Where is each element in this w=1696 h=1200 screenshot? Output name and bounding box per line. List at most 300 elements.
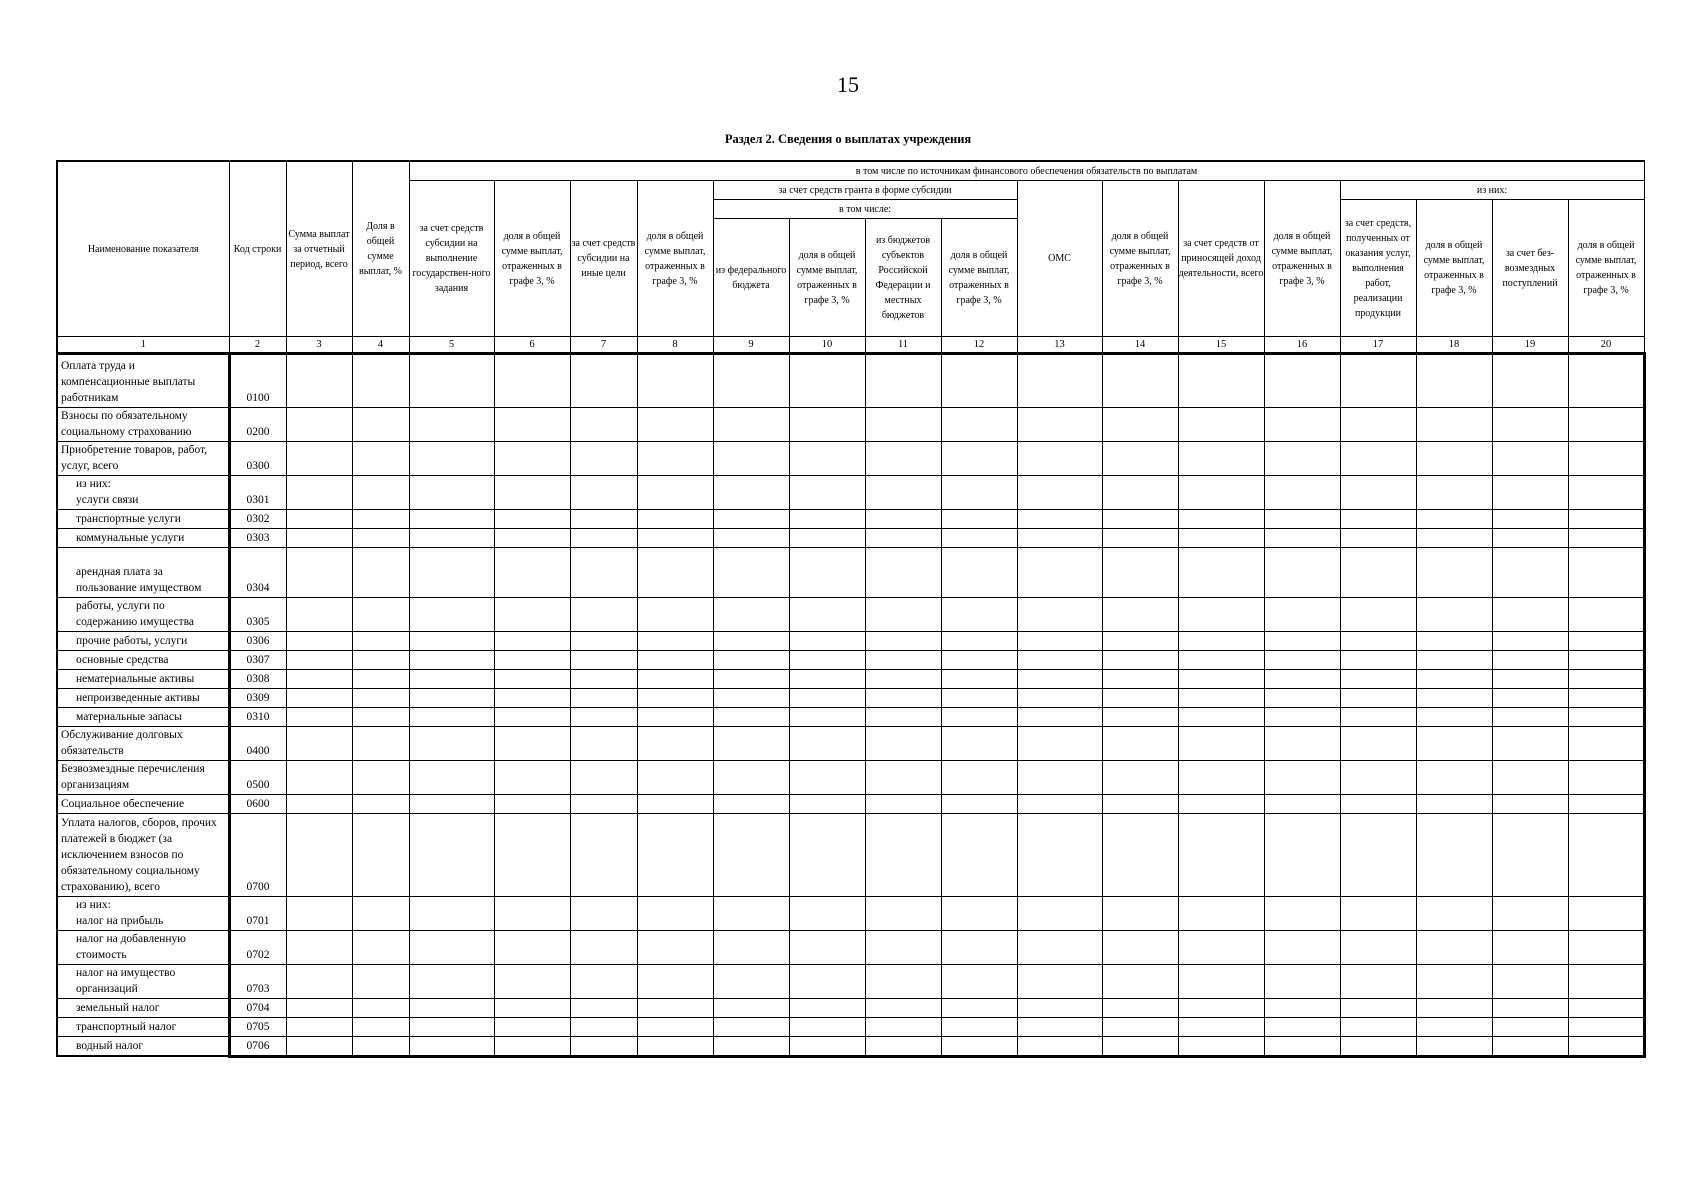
value-cell-col7[interactable] (570, 1037, 637, 1057)
value-cell-col18[interactable] (1416, 965, 1492, 999)
value-cell-col13[interactable] (1017, 814, 1102, 897)
value-cell-col5[interactable] (409, 476, 494, 510)
value-cell-col4[interactable] (352, 999, 409, 1018)
value-cell-col20[interactable] (1568, 670, 1644, 689)
value-cell-col15[interactable] (1178, 476, 1264, 510)
value-cell-col16[interactable] (1264, 476, 1340, 510)
value-cell-col13[interactable] (1017, 670, 1102, 689)
value-cell-col17[interactable] (1340, 814, 1416, 897)
value-cell-col6[interactable] (494, 814, 570, 897)
value-cell-col9[interactable] (713, 761, 789, 795)
value-cell-col14[interactable] (1102, 761, 1178, 795)
value-cell-col12[interactable] (941, 529, 1017, 548)
value-cell-col11[interactable] (865, 548, 941, 598)
value-cell-col11[interactable] (865, 795, 941, 814)
value-cell-col8[interactable] (637, 897, 713, 931)
value-cell-col18[interactable] (1416, 795, 1492, 814)
value-cell-col10[interactable] (789, 408, 865, 442)
value-cell-col12[interactable] (941, 761, 1017, 795)
value-cell-col4[interactable] (352, 598, 409, 632)
value-cell-col10[interactable] (789, 727, 865, 761)
value-cell-col3[interactable] (286, 632, 352, 651)
value-cell-col15[interactable] (1178, 670, 1264, 689)
value-cell-col7[interactable] (570, 529, 637, 548)
value-cell-col5[interactable] (409, 761, 494, 795)
value-cell-col11[interactable] (865, 965, 941, 999)
value-cell-col17[interactable] (1340, 476, 1416, 510)
value-cell-col8[interactable] (637, 1018, 713, 1037)
value-cell-col8[interactable] (637, 761, 713, 795)
value-cell-col6[interactable] (494, 1018, 570, 1037)
value-cell-col3[interactable] (286, 408, 352, 442)
value-cell-col6[interactable] (494, 1037, 570, 1057)
value-cell-col5[interactable] (409, 897, 494, 931)
value-cell-col11[interactable] (865, 670, 941, 689)
value-cell-col5[interactable] (409, 670, 494, 689)
value-cell-col16[interactable] (1264, 897, 1340, 931)
value-cell-col15[interactable] (1178, 708, 1264, 727)
value-cell-col6[interactable] (494, 442, 570, 476)
value-cell-col20[interactable] (1568, 651, 1644, 670)
value-cell-col19[interactable] (1492, 1037, 1568, 1057)
value-cell-col8[interactable] (637, 814, 713, 897)
value-cell-col10[interactable] (789, 442, 865, 476)
value-cell-col5[interactable] (409, 548, 494, 598)
value-cell-col5[interactable] (409, 814, 494, 897)
value-cell-col14[interactable] (1102, 670, 1178, 689)
value-cell-col9[interactable] (713, 897, 789, 931)
value-cell-col8[interactable] (637, 408, 713, 442)
value-cell-col12[interactable] (941, 670, 1017, 689)
value-cell-col6[interactable] (494, 598, 570, 632)
value-cell-col20[interactable] (1568, 529, 1644, 548)
value-cell-col15[interactable] (1178, 1037, 1264, 1057)
value-cell-col8[interactable] (637, 632, 713, 651)
value-cell-col5[interactable] (409, 708, 494, 727)
value-cell-col13[interactable] (1017, 727, 1102, 761)
value-cell-col7[interactable] (570, 708, 637, 727)
value-cell-col11[interactable] (865, 510, 941, 529)
value-cell-col20[interactable] (1568, 510, 1644, 529)
value-cell-col9[interactable] (713, 408, 789, 442)
value-cell-col5[interactable] (409, 795, 494, 814)
value-cell-col8[interactable] (637, 1037, 713, 1057)
value-cell-col19[interactable] (1492, 1018, 1568, 1037)
value-cell-col8[interactable] (637, 689, 713, 708)
value-cell-col9[interactable] (713, 1037, 789, 1057)
value-cell-col4[interactable] (352, 670, 409, 689)
value-cell-col18[interactable] (1416, 814, 1492, 897)
value-cell-col11[interactable] (865, 1037, 941, 1057)
value-cell-col12[interactable] (941, 510, 1017, 529)
value-cell-col10[interactable] (789, 670, 865, 689)
value-cell-col17[interactable] (1340, 795, 1416, 814)
value-cell-col10[interactable] (789, 1037, 865, 1057)
value-cell-col20[interactable] (1568, 931, 1644, 965)
value-cell-col5[interactable] (409, 408, 494, 442)
value-cell-col11[interactable] (865, 1018, 941, 1037)
value-cell-col3[interactable] (286, 1037, 352, 1057)
value-cell-col20[interactable] (1568, 761, 1644, 795)
value-cell-col5[interactable] (409, 931, 494, 965)
value-cell-col9[interactable] (713, 670, 789, 689)
value-cell-col11[interactable] (865, 476, 941, 510)
value-cell-col16[interactable] (1264, 598, 1340, 632)
value-cell-col17[interactable] (1340, 354, 1416, 408)
value-cell-col17[interactable] (1340, 670, 1416, 689)
value-cell-col8[interactable] (637, 476, 713, 510)
value-cell-col10[interactable] (789, 965, 865, 999)
value-cell-col15[interactable] (1178, 354, 1264, 408)
value-cell-col14[interactable] (1102, 727, 1178, 761)
value-cell-col9[interactable] (713, 354, 789, 408)
value-cell-col9[interactable] (713, 598, 789, 632)
value-cell-col11[interactable] (865, 931, 941, 965)
value-cell-col5[interactable] (409, 727, 494, 761)
value-cell-col16[interactable] (1264, 548, 1340, 598)
value-cell-col19[interactable] (1492, 354, 1568, 408)
value-cell-col3[interactable] (286, 510, 352, 529)
value-cell-col20[interactable] (1568, 442, 1644, 476)
value-cell-col18[interactable] (1416, 354, 1492, 408)
value-cell-col8[interactable] (637, 708, 713, 727)
value-cell-col5[interactable] (409, 598, 494, 632)
value-cell-col17[interactable] (1340, 1018, 1416, 1037)
value-cell-col12[interactable] (941, 1037, 1017, 1057)
value-cell-col7[interactable] (570, 632, 637, 651)
value-cell-col16[interactable] (1264, 651, 1340, 670)
value-cell-col3[interactable] (286, 548, 352, 598)
value-cell-col17[interactable] (1340, 931, 1416, 965)
value-cell-col10[interactable] (789, 354, 865, 408)
value-cell-col15[interactable] (1178, 727, 1264, 761)
value-cell-col3[interactable] (286, 598, 352, 632)
value-cell-col12[interactable] (941, 727, 1017, 761)
value-cell-col7[interactable] (570, 999, 637, 1018)
value-cell-col11[interactable] (865, 598, 941, 632)
value-cell-col10[interactable] (789, 999, 865, 1018)
value-cell-col15[interactable] (1178, 529, 1264, 548)
value-cell-col5[interactable] (409, 632, 494, 651)
value-cell-col16[interactable] (1264, 999, 1340, 1018)
value-cell-col13[interactable] (1017, 931, 1102, 965)
value-cell-col10[interactable] (789, 814, 865, 897)
value-cell-col19[interactable] (1492, 689, 1568, 708)
value-cell-col16[interactable] (1264, 408, 1340, 442)
value-cell-col6[interactable] (494, 708, 570, 727)
value-cell-col12[interactable] (941, 442, 1017, 476)
value-cell-col17[interactable] (1340, 598, 1416, 632)
value-cell-col13[interactable] (1017, 651, 1102, 670)
value-cell-col13[interactable] (1017, 965, 1102, 999)
value-cell-col12[interactable] (941, 689, 1017, 708)
value-cell-col11[interactable] (865, 999, 941, 1018)
value-cell-col16[interactable] (1264, 931, 1340, 965)
value-cell-col17[interactable] (1340, 761, 1416, 795)
value-cell-col16[interactable] (1264, 1018, 1340, 1037)
value-cell-col12[interactable] (941, 632, 1017, 651)
value-cell-col5[interactable] (409, 354, 494, 408)
value-cell-col7[interactable] (570, 598, 637, 632)
value-cell-col15[interactable] (1178, 761, 1264, 795)
value-cell-col11[interactable] (865, 408, 941, 442)
value-cell-col9[interactable] (713, 632, 789, 651)
value-cell-col12[interactable] (941, 965, 1017, 999)
value-cell-col8[interactable] (637, 442, 713, 476)
value-cell-col3[interactable] (286, 1018, 352, 1037)
value-cell-col9[interactable] (713, 476, 789, 510)
value-cell-col13[interactable] (1017, 510, 1102, 529)
value-cell-col14[interactable] (1102, 476, 1178, 510)
value-cell-col14[interactable] (1102, 897, 1178, 931)
value-cell-col10[interactable] (789, 548, 865, 598)
value-cell-col12[interactable] (941, 476, 1017, 510)
value-cell-col18[interactable] (1416, 548, 1492, 598)
value-cell-col11[interactable] (865, 689, 941, 708)
value-cell-col12[interactable] (941, 814, 1017, 897)
value-cell-col20[interactable] (1568, 727, 1644, 761)
value-cell-col13[interactable] (1017, 1037, 1102, 1057)
value-cell-col14[interactable] (1102, 965, 1178, 999)
value-cell-col12[interactable] (941, 354, 1017, 408)
value-cell-col4[interactable] (352, 1018, 409, 1037)
value-cell-col7[interactable] (570, 476, 637, 510)
value-cell-col4[interactable] (352, 727, 409, 761)
value-cell-col13[interactable] (1017, 795, 1102, 814)
value-cell-col18[interactable] (1416, 408, 1492, 442)
value-cell-col19[interactable] (1492, 529, 1568, 548)
value-cell-col8[interactable] (637, 651, 713, 670)
value-cell-col10[interactable] (789, 598, 865, 632)
value-cell-col13[interactable] (1017, 529, 1102, 548)
value-cell-col15[interactable] (1178, 965, 1264, 999)
value-cell-col19[interactable] (1492, 708, 1568, 727)
value-cell-col6[interactable] (494, 795, 570, 814)
value-cell-col18[interactable] (1416, 651, 1492, 670)
value-cell-col12[interactable] (941, 999, 1017, 1018)
value-cell-col19[interactable] (1492, 548, 1568, 598)
value-cell-col9[interactable] (713, 510, 789, 529)
value-cell-col3[interactable] (286, 761, 352, 795)
value-cell-col12[interactable] (941, 931, 1017, 965)
value-cell-col20[interactable] (1568, 1018, 1644, 1037)
value-cell-col18[interactable] (1416, 1037, 1492, 1057)
value-cell-col11[interactable] (865, 897, 941, 931)
value-cell-col4[interactable] (352, 931, 409, 965)
value-cell-col5[interactable] (409, 510, 494, 529)
value-cell-col10[interactable] (789, 897, 865, 931)
value-cell-col7[interactable] (570, 689, 637, 708)
value-cell-col3[interactable] (286, 689, 352, 708)
value-cell-col8[interactable] (637, 598, 713, 632)
value-cell-col5[interactable] (409, 999, 494, 1018)
value-cell-col18[interactable] (1416, 689, 1492, 708)
value-cell-col16[interactable] (1264, 1037, 1340, 1057)
value-cell-col13[interactable] (1017, 999, 1102, 1018)
value-cell-col13[interactable] (1017, 548, 1102, 598)
value-cell-col15[interactable] (1178, 1018, 1264, 1037)
value-cell-col4[interactable] (352, 476, 409, 510)
value-cell-col3[interactable] (286, 529, 352, 548)
value-cell-col4[interactable] (352, 795, 409, 814)
value-cell-col19[interactable] (1492, 931, 1568, 965)
value-cell-col16[interactable] (1264, 442, 1340, 476)
value-cell-col8[interactable] (637, 931, 713, 965)
value-cell-col6[interactable] (494, 965, 570, 999)
value-cell-col15[interactable] (1178, 651, 1264, 670)
value-cell-col11[interactable] (865, 814, 941, 897)
value-cell-col6[interactable] (494, 999, 570, 1018)
value-cell-col17[interactable] (1340, 548, 1416, 598)
value-cell-col13[interactable] (1017, 689, 1102, 708)
value-cell-col16[interactable] (1264, 529, 1340, 548)
value-cell-col20[interactable] (1568, 548, 1644, 598)
value-cell-col18[interactable] (1416, 476, 1492, 510)
value-cell-col13[interactable] (1017, 761, 1102, 795)
value-cell-col4[interactable] (352, 548, 409, 598)
value-cell-col3[interactable] (286, 965, 352, 999)
value-cell-col6[interactable] (494, 670, 570, 689)
value-cell-col20[interactable] (1568, 965, 1644, 999)
value-cell-col7[interactable] (570, 795, 637, 814)
value-cell-col7[interactable] (570, 897, 637, 931)
value-cell-col10[interactable] (789, 529, 865, 548)
value-cell-col12[interactable] (941, 1018, 1017, 1037)
value-cell-col15[interactable] (1178, 814, 1264, 897)
value-cell-col10[interactable] (789, 510, 865, 529)
value-cell-col10[interactable] (789, 632, 865, 651)
value-cell-col20[interactable] (1568, 476, 1644, 510)
value-cell-col8[interactable] (637, 510, 713, 529)
value-cell-col17[interactable] (1340, 727, 1416, 761)
value-cell-col19[interactable] (1492, 670, 1568, 689)
value-cell-col19[interactable] (1492, 408, 1568, 442)
value-cell-col12[interactable] (941, 598, 1017, 632)
value-cell-col16[interactable] (1264, 795, 1340, 814)
value-cell-col14[interactable] (1102, 795, 1178, 814)
value-cell-col17[interactable] (1340, 529, 1416, 548)
value-cell-col4[interactable] (352, 1037, 409, 1057)
value-cell-col12[interactable] (941, 795, 1017, 814)
value-cell-col9[interactable] (713, 548, 789, 598)
value-cell-col7[interactable] (570, 548, 637, 598)
value-cell-col9[interactable] (713, 1018, 789, 1037)
value-cell-col18[interactable] (1416, 598, 1492, 632)
value-cell-col8[interactable] (637, 795, 713, 814)
value-cell-col7[interactable] (570, 442, 637, 476)
value-cell-col9[interactable] (713, 727, 789, 761)
value-cell-col20[interactable] (1568, 408, 1644, 442)
value-cell-col8[interactable] (637, 529, 713, 548)
value-cell-col13[interactable] (1017, 632, 1102, 651)
value-cell-col11[interactable] (865, 651, 941, 670)
value-cell-col8[interactable] (637, 999, 713, 1018)
value-cell-col6[interactable] (494, 476, 570, 510)
value-cell-col11[interactable] (865, 761, 941, 795)
value-cell-col9[interactable] (713, 442, 789, 476)
value-cell-col7[interactable] (570, 931, 637, 965)
value-cell-col5[interactable] (409, 1037, 494, 1057)
value-cell-col18[interactable] (1416, 442, 1492, 476)
value-cell-col16[interactable] (1264, 354, 1340, 408)
value-cell-col3[interactable] (286, 442, 352, 476)
value-cell-col17[interactable] (1340, 442, 1416, 476)
value-cell-col19[interactable] (1492, 632, 1568, 651)
value-cell-col17[interactable] (1340, 999, 1416, 1018)
value-cell-col11[interactable] (865, 529, 941, 548)
value-cell-col13[interactable] (1017, 408, 1102, 442)
value-cell-col16[interactable] (1264, 632, 1340, 651)
value-cell-col18[interactable] (1416, 708, 1492, 727)
value-cell-col19[interactable] (1492, 897, 1568, 931)
value-cell-col10[interactable] (789, 931, 865, 965)
value-cell-col18[interactable] (1416, 761, 1492, 795)
value-cell-col17[interactable] (1340, 632, 1416, 651)
value-cell-col18[interactable] (1416, 510, 1492, 529)
value-cell-col15[interactable] (1178, 632, 1264, 651)
value-cell-col9[interactable] (713, 931, 789, 965)
value-cell-col16[interactable] (1264, 965, 1340, 999)
value-cell-col20[interactable] (1568, 689, 1644, 708)
value-cell-col11[interactable] (865, 632, 941, 651)
value-cell-col4[interactable] (352, 442, 409, 476)
value-cell-col20[interactable] (1568, 999, 1644, 1018)
value-cell-col5[interactable] (409, 689, 494, 708)
value-cell-col20[interactable] (1568, 708, 1644, 727)
value-cell-col3[interactable] (286, 897, 352, 931)
value-cell-col6[interactable] (494, 632, 570, 651)
value-cell-col19[interactable] (1492, 814, 1568, 897)
value-cell-col3[interactable] (286, 814, 352, 897)
value-cell-col14[interactable] (1102, 814, 1178, 897)
value-cell-col20[interactable] (1568, 632, 1644, 651)
value-cell-col7[interactable] (570, 727, 637, 761)
value-cell-col17[interactable] (1340, 651, 1416, 670)
value-cell-col19[interactable] (1492, 999, 1568, 1018)
value-cell-col6[interactable] (494, 689, 570, 708)
value-cell-col4[interactable] (352, 897, 409, 931)
value-cell-col6[interactable] (494, 510, 570, 529)
value-cell-col16[interactable] (1264, 727, 1340, 761)
value-cell-col15[interactable] (1178, 999, 1264, 1018)
value-cell-col8[interactable] (637, 548, 713, 598)
value-cell-col14[interactable] (1102, 598, 1178, 632)
value-cell-col17[interactable] (1340, 965, 1416, 999)
value-cell-col13[interactable] (1017, 897, 1102, 931)
value-cell-col19[interactable] (1492, 476, 1568, 510)
value-cell-col8[interactable] (637, 727, 713, 761)
value-cell-col14[interactable] (1102, 651, 1178, 670)
value-cell-col18[interactable] (1416, 999, 1492, 1018)
value-cell-col17[interactable] (1340, 1037, 1416, 1057)
value-cell-col4[interactable] (352, 708, 409, 727)
value-cell-col20[interactable] (1568, 1037, 1644, 1057)
value-cell-col3[interactable] (286, 999, 352, 1018)
value-cell-col20[interactable] (1568, 354, 1644, 408)
value-cell-col4[interactable] (352, 651, 409, 670)
value-cell-col14[interactable] (1102, 408, 1178, 442)
value-cell-col11[interactable] (865, 442, 941, 476)
value-cell-col9[interactable] (713, 708, 789, 727)
value-cell-col4[interactable] (352, 965, 409, 999)
value-cell-col15[interactable] (1178, 442, 1264, 476)
value-cell-col14[interactable] (1102, 1037, 1178, 1057)
value-cell-col5[interactable] (409, 442, 494, 476)
value-cell-col7[interactable] (570, 1018, 637, 1037)
value-cell-col10[interactable] (789, 651, 865, 670)
value-cell-col9[interactable] (713, 529, 789, 548)
value-cell-col15[interactable] (1178, 510, 1264, 529)
